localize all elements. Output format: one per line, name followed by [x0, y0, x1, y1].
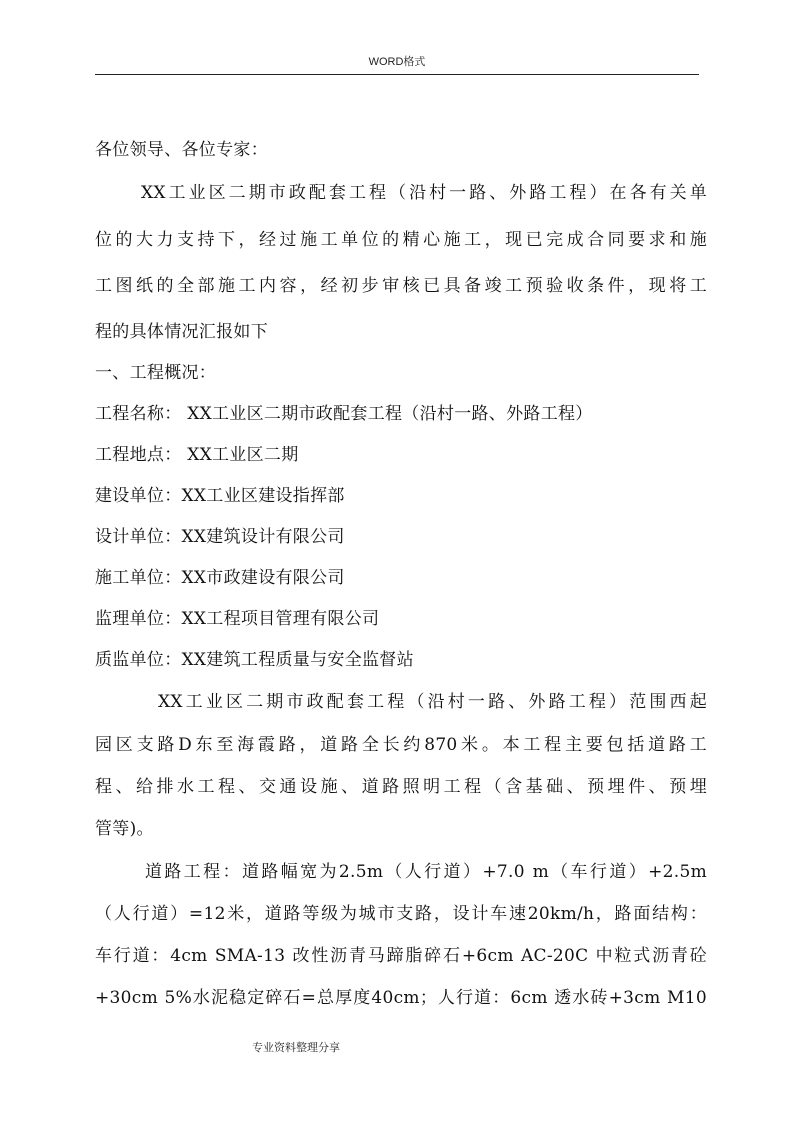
scope-line: 园区支路D东至海霞路，道路全长约870米。本工程主要包括道路工: [95, 735, 707, 755]
info-construction-unit: 建设单位：XX工业区建设指挥部: [95, 486, 345, 506]
road-line: 车行道：4cm SMA-13 改性沥青马蹄脂碎石+6cm AC-20C 中粒式沥青砼: [95, 946, 707, 966]
scope-line: 管等)。: [95, 819, 154, 839]
intro-line: 位的大力支持下，经过施工单位的精心施工，现已完成合同要求和施: [95, 230, 707, 250]
info-project-location: 工程地点： XX工业区二期: [95, 445, 299, 465]
intro-line: 程的具体情况汇报如下: [95, 322, 268, 342]
intro-line: XX工业区二期市政配套工程（沿村一路、外路工程）在各有关单: [141, 183, 707, 203]
info-project-name: 工程名称： XX工业区二期市政配套工程（沿村一路、外路工程）: [95, 404, 593, 424]
info-quality-station: 质监单位：XX建筑工程质量与安全监督站: [95, 650, 414, 670]
info-design-unit: 设计单位：XX建筑设计有限公司: [95, 527, 345, 547]
page-footer: 专业资料整理分享: [252, 1042, 340, 1054]
road-line: 道路工程：道路幅宽为2.5m（人行道）+7.0 m（车行道）+2.5m: [145, 862, 707, 882]
scope-line: 程、给排水工程、交通设施、道路照明工程（含基础、预埋件、预埋: [95, 777, 707, 797]
road-line: +30cm 5%水泥稳定碎石=总厚度40cm；人行道：6cm 透水砖+3cm M10: [95, 988, 707, 1008]
scope-line: XX工业区二期市政配套工程（沿村一路、外路工程）范围西起: [158, 692, 707, 712]
section-title: 一、工程概况：: [95, 363, 217, 383]
road-line: （人行道）=12米，道路等级为城市支路，设计车速20km/h，路面结构：: [95, 904, 707, 924]
intro-line: 工图纸的全部施工内容，经初步审核已具备竣工预验收条件，现将工: [95, 276, 707, 296]
info-supervisor: 监理单位：XX工程项目管理有限公司: [95, 609, 380, 629]
page-header: WORD格式: [95, 52, 699, 75]
greeting: 各位领导、各位专家：: [95, 140, 268, 160]
info-contractor: 施工单位：XX市政建设有限公司: [95, 568, 345, 588]
